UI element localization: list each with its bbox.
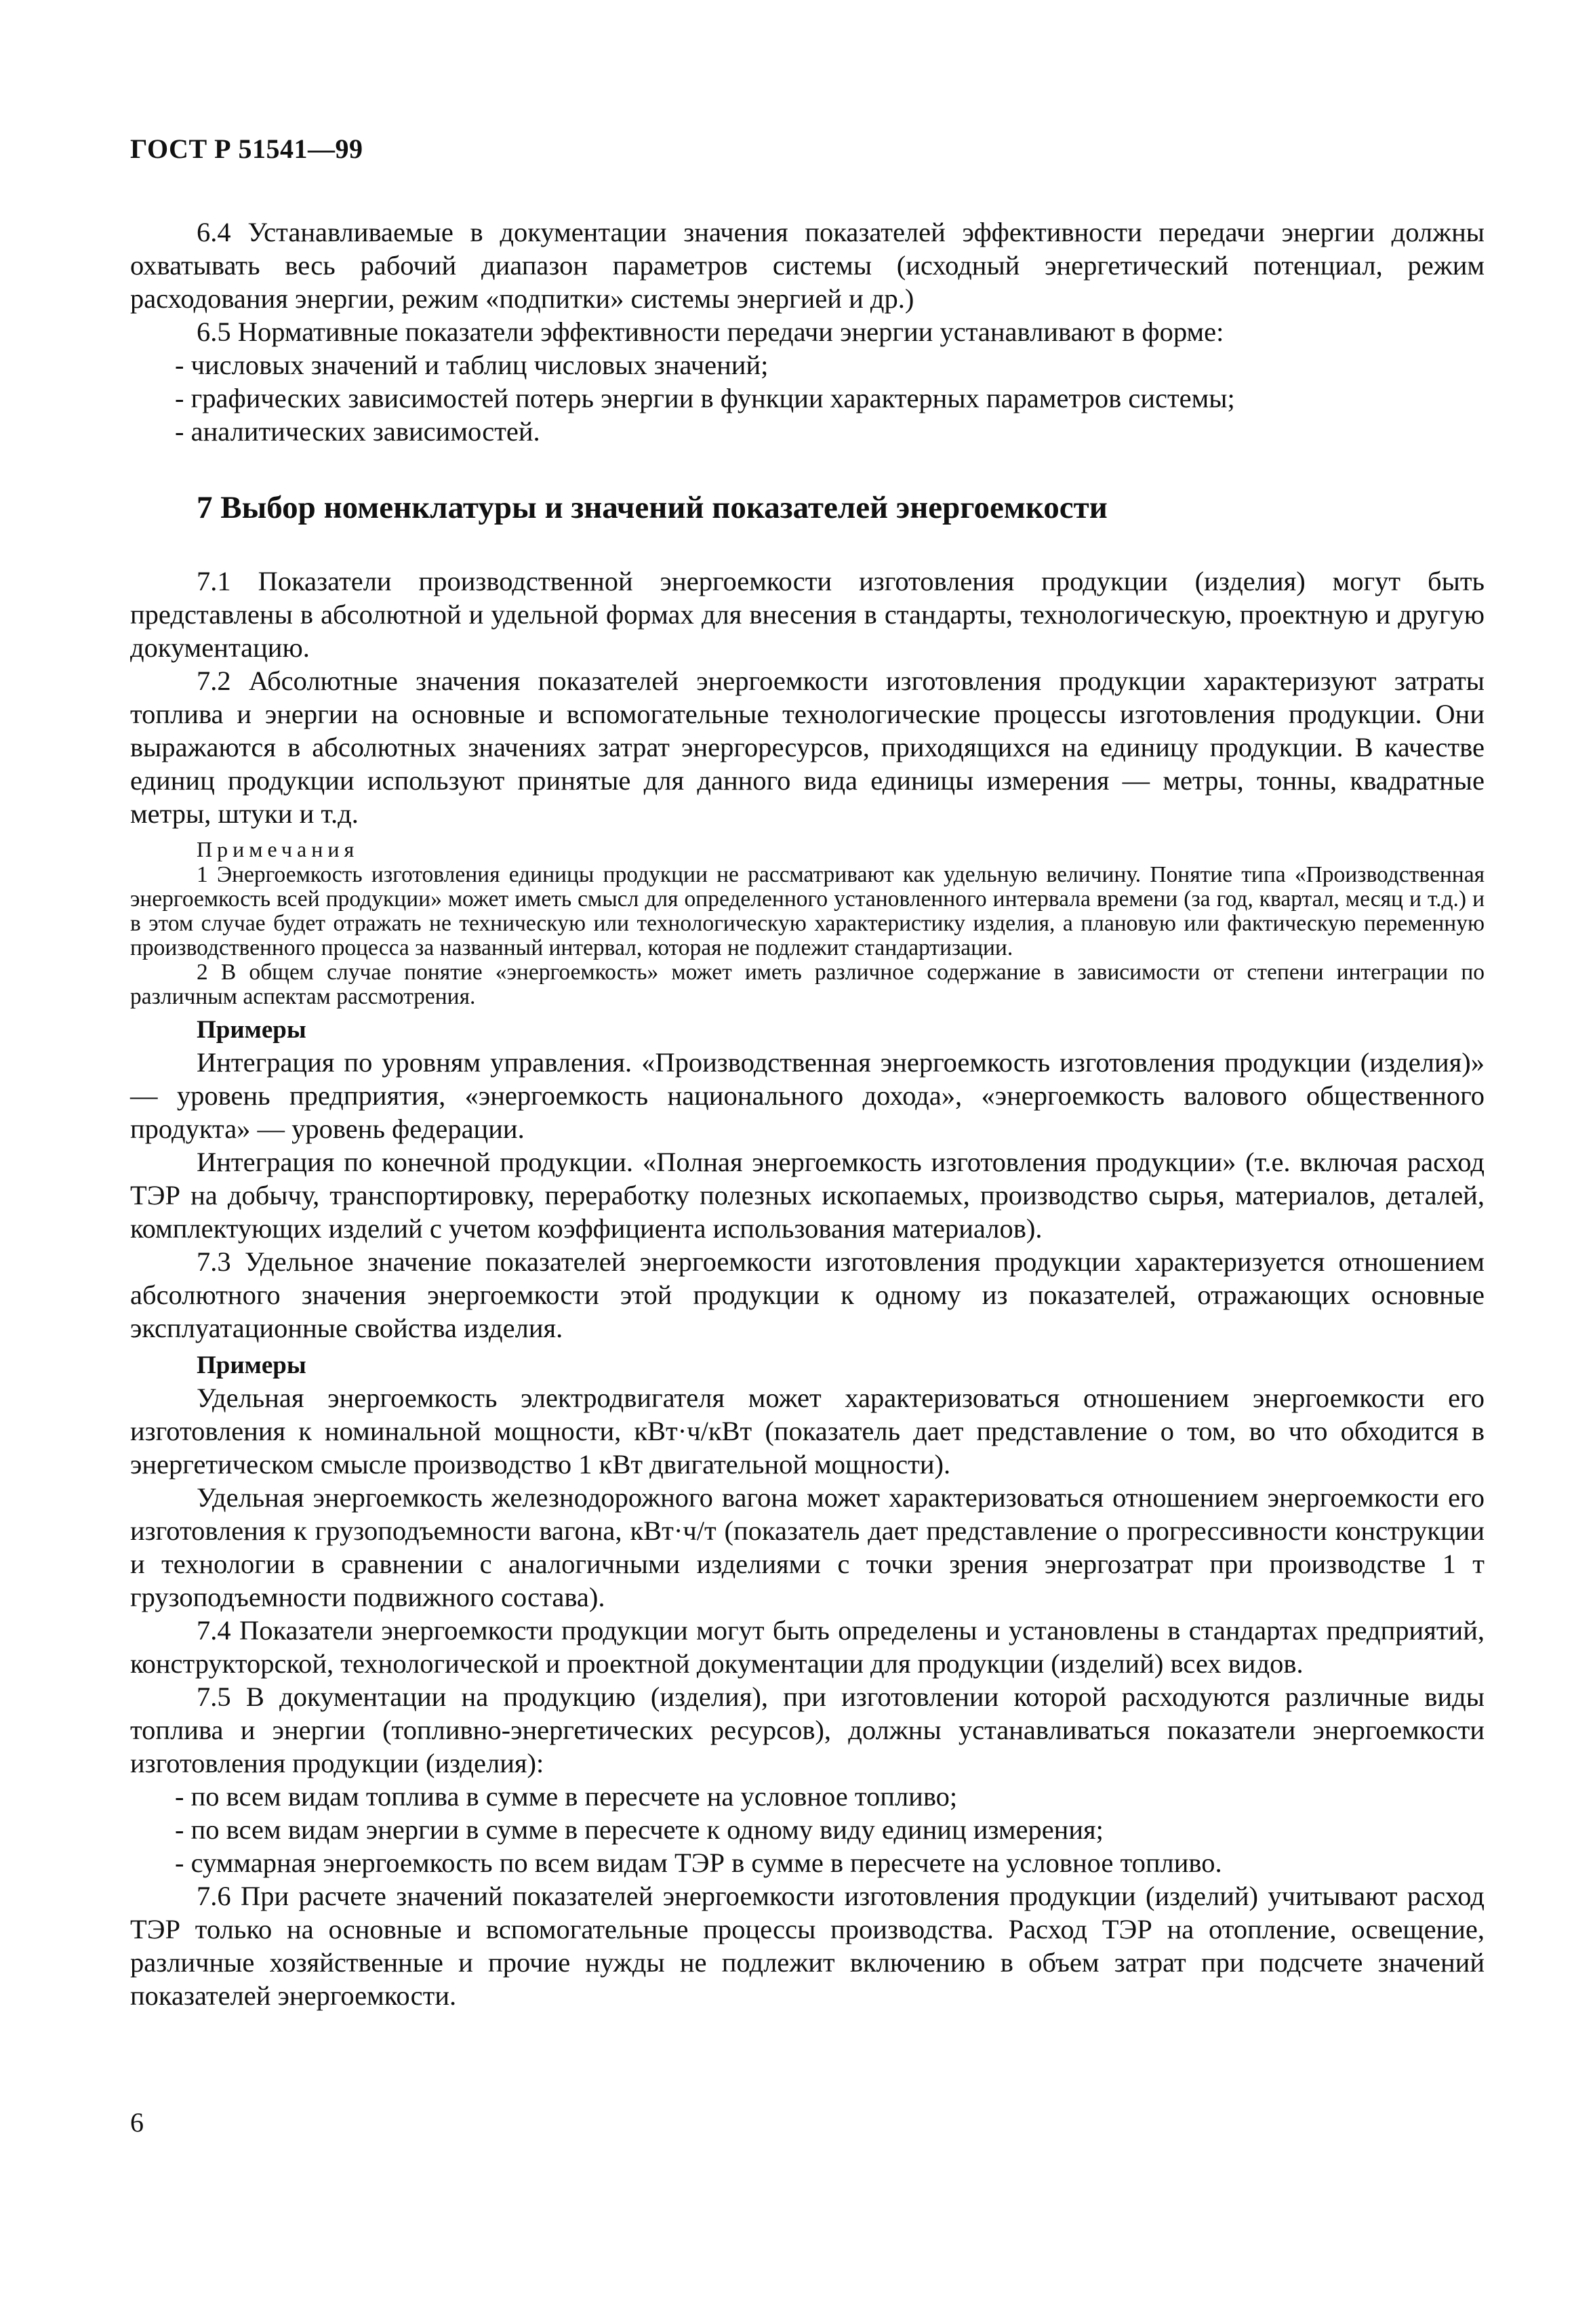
paragraph-7-6: 7.6 При расчете значений показателей энергоемкости изготовления продукции (изделий) учитывают расход ТЭР только на основные и вспомогательные процессы производства. Расход ТЭР на отопление, освещение, различные хозяйственные и прочие нужды не подлежит включению в объем затрат при подсчете значений показателей энергоемкости. <box>130 1881 1485 2011</box>
document-body <box>130 216 1485 2012</box>
paragraph-6-5: 6.5 Нормативные показатели эффективности передачи энергии устанавливают в форме: <box>197 317 1224 347</box>
notes-title: Примечания <box>197 837 359 861</box>
list-item: - графических зависимостей потерь энергии в функции характерных параметров системы; <box>175 383 1235 413</box>
example-paragraph: Удельная энергоемкость железнодорожного вагона может характеризоваться отношением энергоемкости его изготовления к грузоподъемности вагона, кВт·ч/т (показатель дает представление о прогрессивности конструкции и технологии в сравнении с аналогичными изделиями с точки зрения энергозатрат при производстве 1 т грузоподъемности подвижного состава). <box>130 1482 1485 1612</box>
list-item: - по всем видам энергии в сумме в пересчете к одному виду единиц измерения; <box>175 1814 1104 1845</box>
list-item: - аналитических зависимостей. <box>175 416 540 447</box>
example-paragraph: Интеграция по конечной продукции. «Полная энергоемкость изготовления продукции» (т.е. включая расход ТЭР на добычу, транспортировку, переработку полезных ископаемых, производство сырья, материалов, деталей, комплектующих изделий с учетом коэффициента использования материалов). <box>130 1147 1485 1244</box>
examples-title: Примеры <box>197 1016 306 1044</box>
paragraph-7-2: 7.2 Абсолютные значения показателей энергоемкости изготовления продукции характеризуют затраты топлива и энергии на основные и вспомогательные технологические процессы изготовления продукции. Они выражаются в абсолютных значениях затрат энергоресурсов, приходящихся на единицу продукции. В качестве единиц продукции используют принятые для данного вида единицы измерения — метры, тонны, квадратные метры, штуки и т.д. <box>130 666 1485 829</box>
list-item: - суммарная энергоемкость по всем видам ТЭР в сумме в пересчете на условное топливо. <box>175 1848 1222 1878</box>
paragraph-7-4: 7.4 Показатели энергоемкости продукции могут быть определены и установлены в стандартах предприятий, конструкторской, технологической и проектной документации для продукции (изделий) всех видов. <box>130 1615 1485 1679</box>
paragraph-6-4: 6.4 Устанавливаемые в документации значения показателей эффективности передачи энергии должны охватывать весь рабочий диапазон параметров системы (исходный энергетический потенциал, режим расходования энергии, режим «подпитки» системы энергией и др.) <box>130 217 1485 314</box>
section-7-title: 7 Выбор номенклатуры и значений показателей энергоемкости <box>197 490 1108 525</box>
list-item: - по всем видам топлива в сумме в пересчете на условное топливо; <box>175 1781 958 1812</box>
page-number: 6 <box>130 2107 144 2138</box>
paragraph-7-5: 7.5 В документации на продукцию (изделия), при изготовлении которой расходуются различные виды топлива и энергии (топливно-энергетических ресурсов), должны устанавливаться показатели энергоемкости изготовления продукции (изделия): <box>130 1681 1485 1778</box>
paragraph-7-3: 7.3 Удельное значение показателей энергоемкости изготовления продукции характеризуется отношением абсолютного значения энергоемкости этой продукции к одному из показателей, отражающих основные эксплуатационные свойства изделия. <box>130 1246 1485 1343</box>
document-header: ГОСТ Р 51541—99 <box>130 134 363 164</box>
list-item: - числовых значений и таблиц числовых значений; <box>175 350 769 380</box>
paragraph-7-1: 7.1 Показатели производственной энергоемкости изготовления продукции (изделия) могут быть представлены в абсолютной и удельной формах для внесения в стандарты, технологическую, проектную и другую документацию. <box>130 566 1485 663</box>
note-1: 1 Энергоемкость изготовления единицы продукции не рассматривают как удельную величину. Понятие типа «Производственная энергоемкость всей продукции» может иметь смысл для определенного установленного интервала времени (за год, квартал, месяц и т.д.) и в этом случае будет отражать не техническую или технологическую характеристику изделия, а плановую или фактическую переменную производственного процесса за названный интервал, которая не подлежит стандартизации. <box>130 862 1485 960</box>
examples-title: Примеры <box>197 1351 306 1379</box>
note-2: 2 В общем случае понятие «энергоемкость» может иметь различное содержание в зависимости от степени интеграции по различным аспектам рассмотрения. <box>130 960 1485 1009</box>
example-paragraph: Удельная энергоемкость электродвигателя может характеризоваться отношением энергоемкости его изготовления к номинальной мощности, кВт·ч/кВт (показатель дает представление о том, во что обходится в энергетическом смысле производство 1 кВт двигательной мощности). <box>130 1383 1485 1480</box>
example-paragraph: Интеграция по уровням управления. «Производственная энергоемкость изготовления продукции (изделия)» — уровень предприятия, «энергоемкость национального дохода», «энергоемкость валового общественного продукта» — уровень федерации. <box>130 1047 1485 1144</box>
